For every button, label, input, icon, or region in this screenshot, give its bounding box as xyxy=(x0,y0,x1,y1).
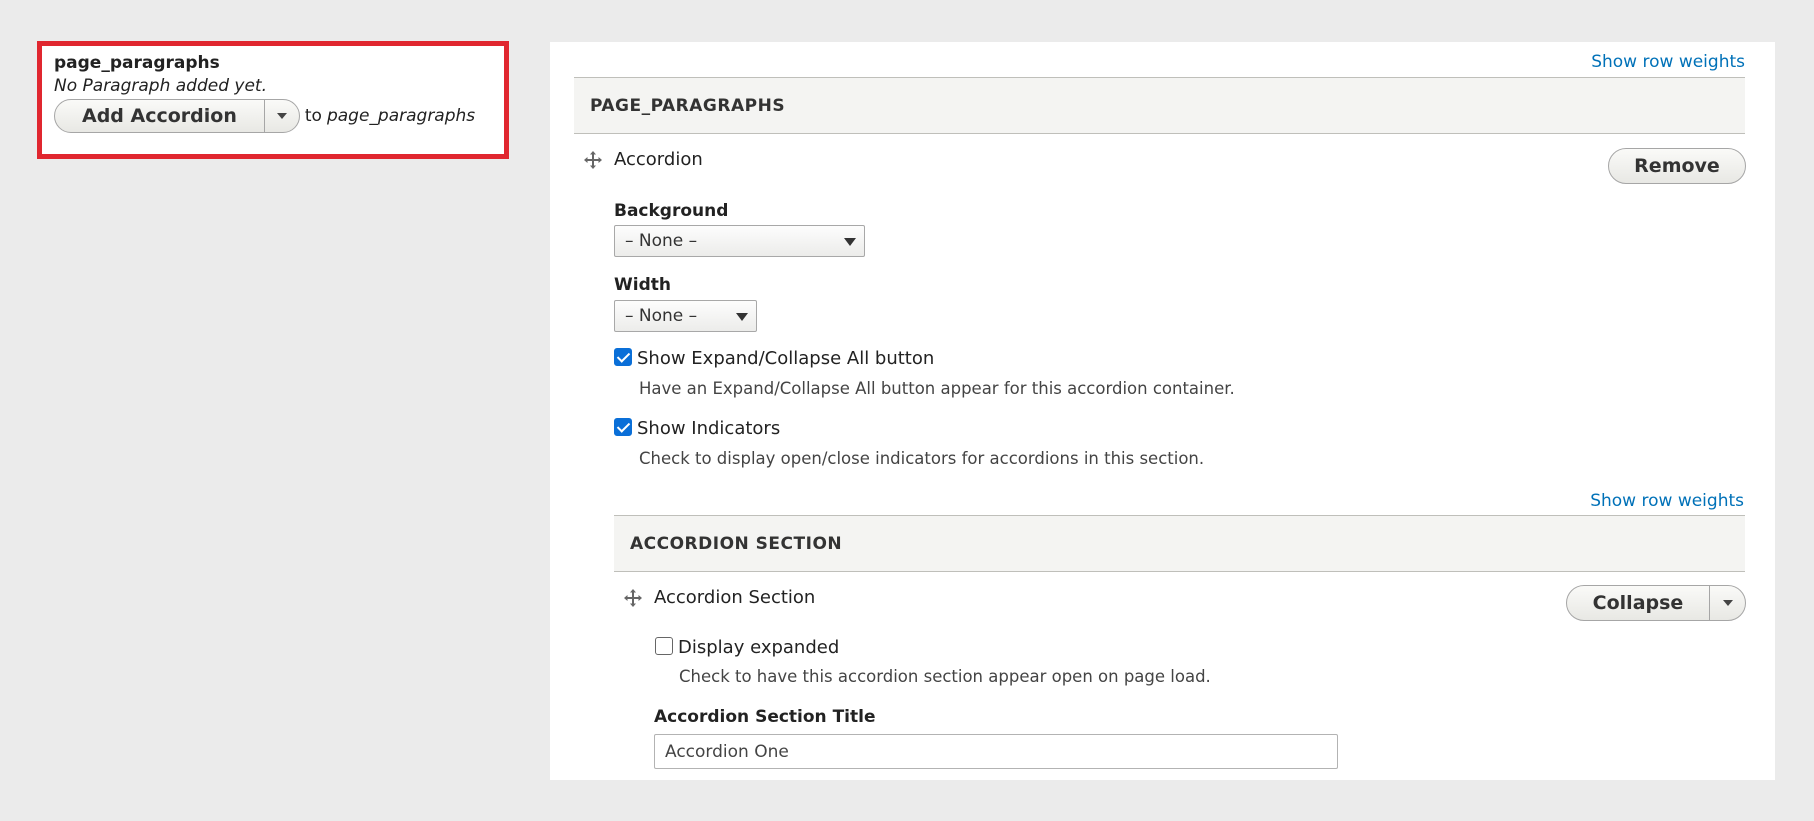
width-selected-value: – None – xyxy=(625,306,698,326)
section-title-label: Accordion Section Title xyxy=(654,707,876,727)
display-expanded-checkbox[interactable] xyxy=(655,637,673,655)
background-label: Background xyxy=(614,201,729,221)
display-expanded-label: Display expanded xyxy=(678,637,840,658)
indicators-checkbox[interactable] xyxy=(614,418,632,436)
indicators-description: Check to display open/close indicators for accordions in this section. xyxy=(639,449,1205,468)
move-arrows-icon[interactable] xyxy=(623,588,643,608)
width-select[interactable] xyxy=(614,300,757,332)
add-accordion-split-button xyxy=(54,99,300,133)
chevron-down-icon xyxy=(277,113,287,119)
section-table-header-label: ACCORDION SECTION xyxy=(630,533,843,554)
empty-note: No Paragraph added yet. xyxy=(54,76,268,96)
field-label: page_paragraphs xyxy=(54,53,220,73)
table-header-page-paragraphs xyxy=(574,77,1745,134)
chevron-down-icon xyxy=(1723,600,1733,606)
paragraphs-form-panel xyxy=(550,42,1775,780)
table-header-label: PAGE_PARAGRAPHS xyxy=(590,95,786,116)
section-title-input[interactable] xyxy=(654,734,1338,769)
section-show-row-weights-link[interactable]: Show row weights xyxy=(1590,491,1744,511)
background-selected-value: – None – xyxy=(625,231,698,251)
row-label-accordion: Accordion xyxy=(614,149,703,170)
background-select[interactable] xyxy=(614,225,865,257)
collapse-button[interactable]: Collapse xyxy=(1567,586,1710,620)
move-arrows-icon[interactable] xyxy=(583,150,603,170)
paragraphs-empty-widget xyxy=(37,41,509,159)
to-text: to xyxy=(304,106,322,126)
expand-collapse-label: Show Expand/Collapse All button xyxy=(637,348,935,369)
chevron-down-icon xyxy=(844,238,856,246)
display-expanded-description: Check to have this accordion section appear open on page load. xyxy=(679,667,1211,686)
row-label-accordion-section: Accordion Section xyxy=(654,587,816,608)
collapse-dropdown-toggle[interactable] xyxy=(1710,586,1745,620)
expand-collapse-description: Have an Expand/Collapse All button appear for this accordion container. xyxy=(639,379,1235,398)
show-row-weights-link[interactable]: Show row weights xyxy=(1591,52,1745,72)
target-name: page_paragraphs xyxy=(326,106,476,126)
add-accordion-button[interactable]: Add Accordion xyxy=(55,100,265,132)
width-label: Width xyxy=(614,275,671,295)
chevron-down-icon xyxy=(736,313,748,321)
add-dropdown-toggle[interactable] xyxy=(265,100,299,132)
add-row xyxy=(54,99,492,133)
remove-button[interactable]: Remove xyxy=(1608,148,1746,184)
table-header-accordion-section xyxy=(614,515,1745,572)
indicators-label: Show Indicators xyxy=(637,418,781,439)
collapse-split-button xyxy=(1566,585,1746,621)
expand-collapse-checkbox[interactable] xyxy=(614,348,632,366)
